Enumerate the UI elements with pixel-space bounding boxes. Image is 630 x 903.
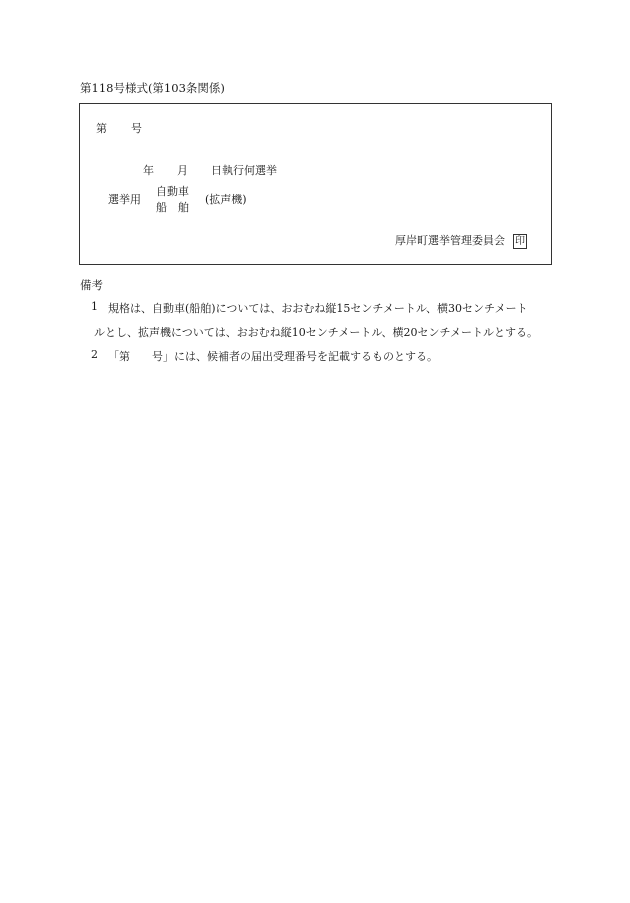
- committee-name: [395, 232, 527, 249]
- election-use-label: 選挙用: [108, 193, 141, 206]
- election-day-label: 日執行何選挙: [211, 164, 277, 177]
- note-1-line-2: ルとし、拡声機については、おおむね縦10センチメートル、横20センチメートルとする。: [94, 326, 539, 339]
- committee-label: 厚岸町選挙管理委員会: [395, 234, 505, 247]
- note-1-number: 1: [91, 300, 98, 313]
- loudspeaker-label: (拡声機): [205, 193, 247, 206]
- vehicle-label: 自動車: [156, 185, 189, 198]
- form-title: 第118号様式(第103条関係): [80, 81, 225, 95]
- seal-mark: 印: [515, 236, 525, 247]
- number-prefix: 第: [96, 122, 107, 135]
- ship-label: 船 舶: [156, 201, 189, 214]
- year-label: 年: [143, 164, 154, 177]
- note-2-number: 2: [91, 348, 98, 361]
- number-suffix: 号: [131, 122, 142, 135]
- note-2-text: 「第 号」には、候補者の届出受理番号を記載するものとする。: [108, 350, 438, 363]
- remarks-title: 備考: [80, 278, 103, 292]
- note-1-line-1: 規格は、自動車(船舶)については、おおむね縦15センチメートル、横30センチメート: [108, 302, 528, 315]
- month-label: 月: [177, 164, 188, 177]
